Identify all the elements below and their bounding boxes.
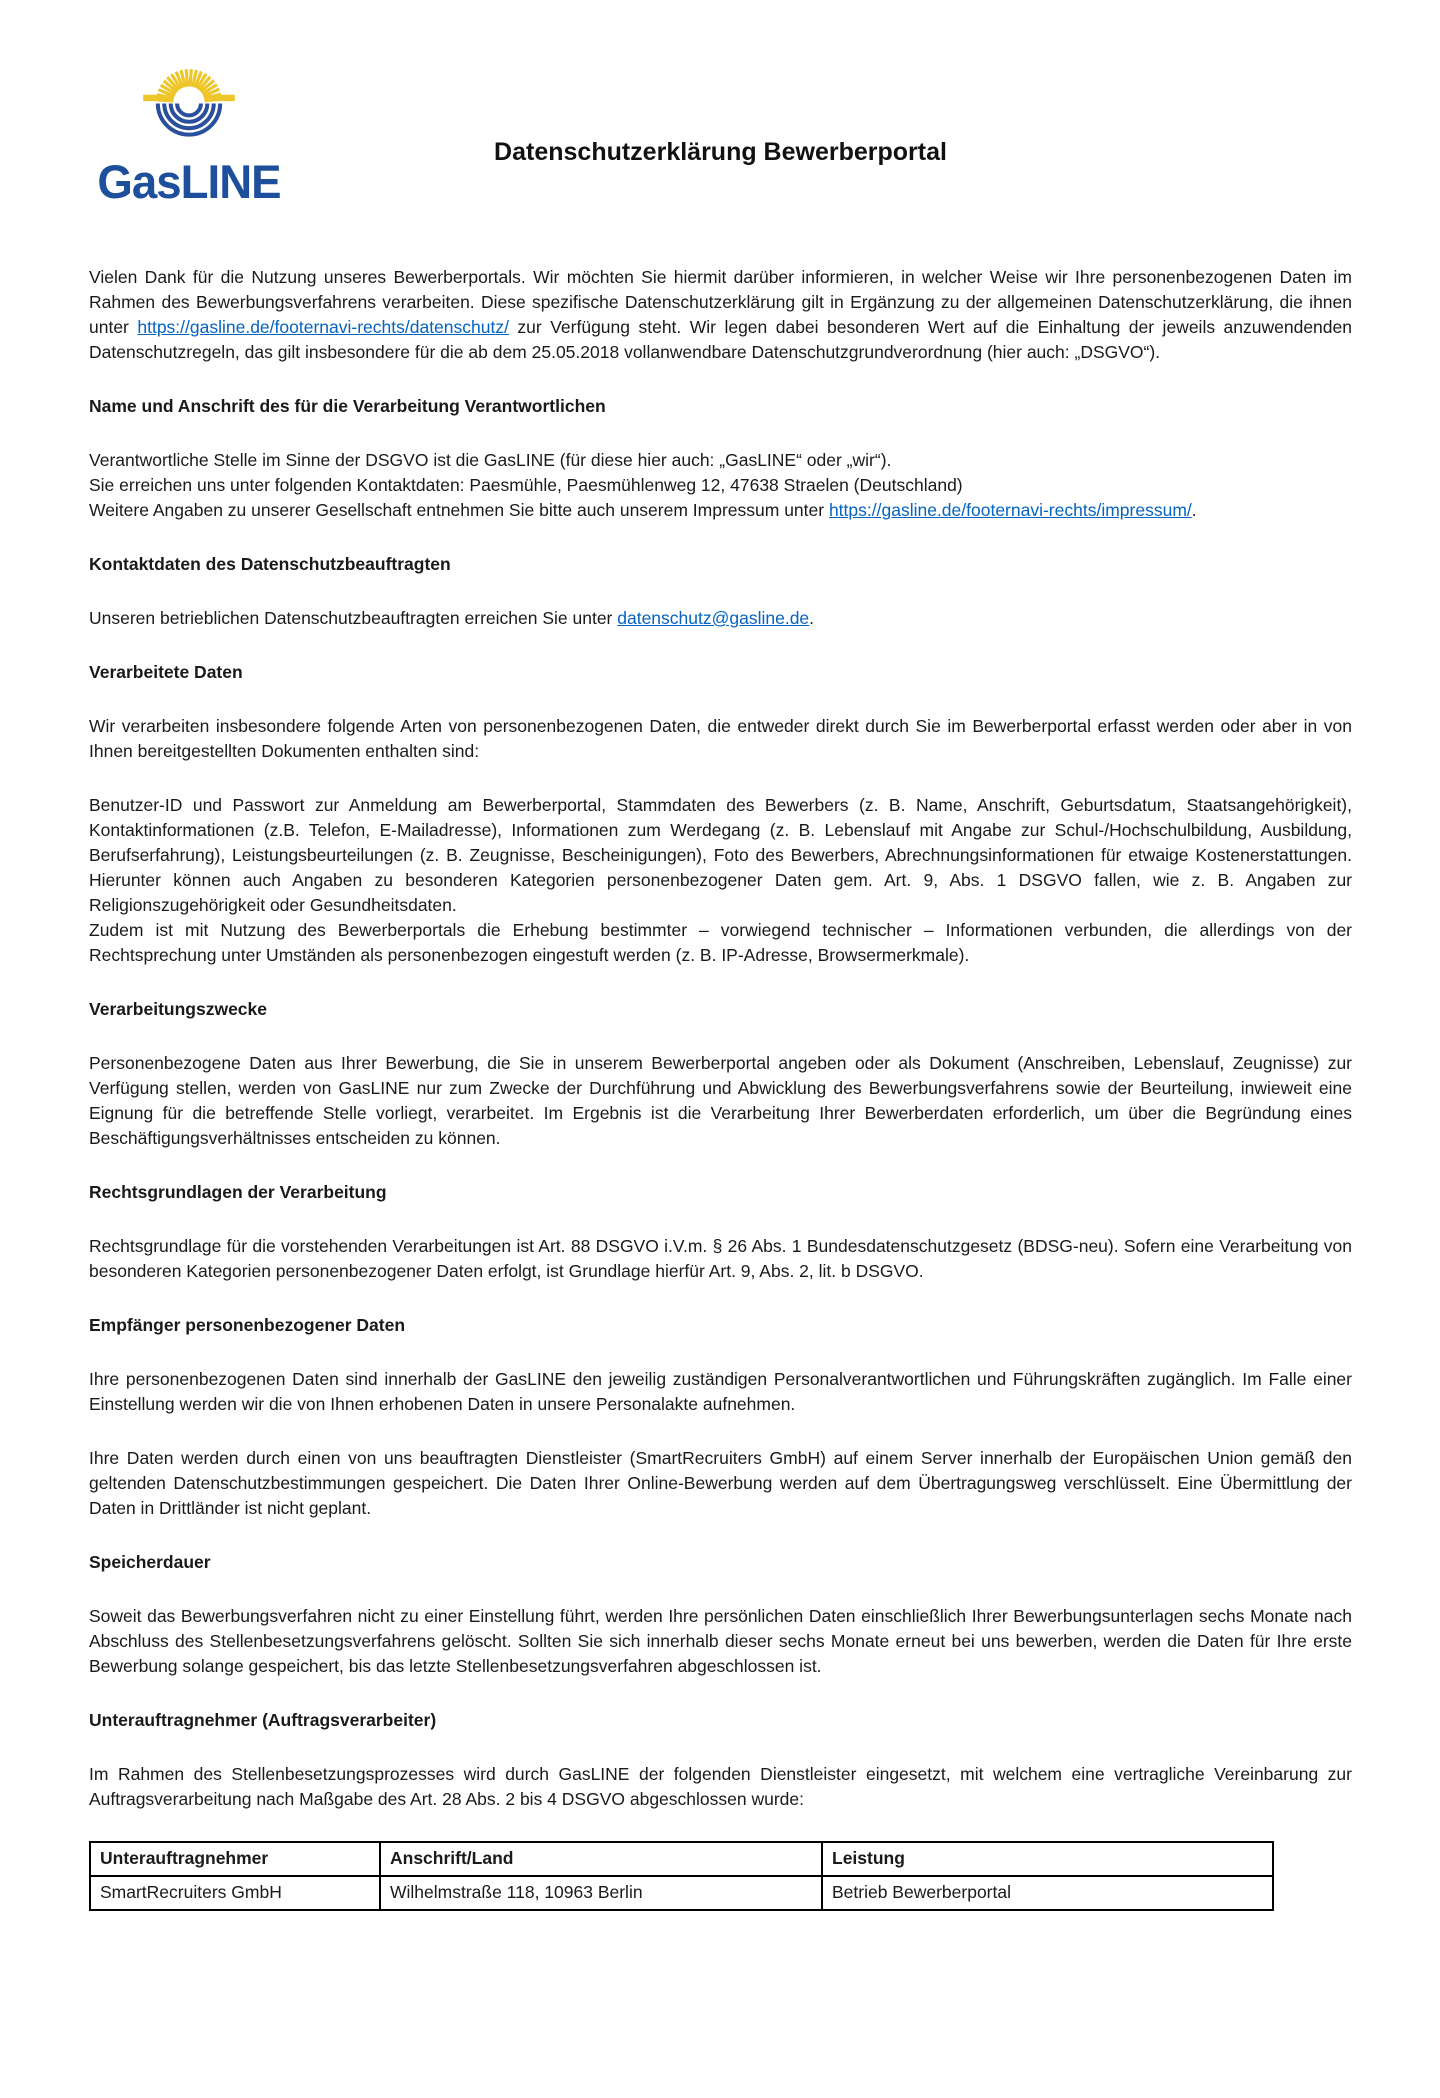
daten-paragraph-2b: Zudem ist mit Nutzung des Bewerberportals die Erhebung bestimmter – vorwiegend technischer – Informationen verbunden, die allerdings von der Rechtsprechung unter Umständen als personenbezogen eingestuft werden (z. B. IP-Adresse, Browsermerkmale). xyxy=(89,920,1352,965)
section-heading-zwecke: Verarbeitungszwecke xyxy=(89,999,267,1019)
document-body xyxy=(89,265,1352,1911)
section-heading-kontakt: Kontaktdaten des Datenschutzbeauftragten xyxy=(89,554,451,574)
document-header xyxy=(89,0,1352,265)
verantwortlicher-line-2: Sie erreichen uns unter folgenden Kontaktdaten: Paesmühle, Paesmühlenweg 12, 47638 Straelen (Deutschland) xyxy=(89,475,963,495)
table-header-anschrift-land: Anschrift/Land xyxy=(380,1842,822,1876)
rechtsgrundlagen-paragraph: Rechtsgrundlage für die vorstehenden Verarbeitungen ist Art. 88 DSGVO i.V.m. § 26 Abs. 1 Bundesdatenschutzgesetz (BDSG-neu). Sofern eine Verarbeitung von besonderen Kategorien personenbezogener Daten erfolgt, ist Grundlage hierfür Art. 9, Abs. 2, lit. b DSGVO. xyxy=(89,1236,1352,1281)
kontakt-text-post: . xyxy=(809,608,815,628)
section-heading-speicherdauer: Speicherdauer xyxy=(89,1552,211,1572)
section-verantwortlicher xyxy=(89,394,1352,523)
gasline-logo xyxy=(89,40,289,209)
section-rechtsgrundlagen xyxy=(89,1180,1352,1284)
processor-table xyxy=(89,1841,1274,1911)
datenschutz-email-link[interactable]: datenschutz@gasline.de xyxy=(617,608,810,628)
table-header-unterauftragnehmer: Unterauftragnehmer xyxy=(90,1842,380,1876)
verantwortlicher-paragraph xyxy=(89,448,1352,523)
kontakt-text-pre: Unseren betrieblichen Datenschutzbeauftragten erreichen Sie unter xyxy=(89,608,618,628)
unterauftragnehmer-paragraph: Im Rahmen des Stellenbesetzungsprozesses wird durch GasLINE der folgenden Dienstleister eingesetzt, mit welchem eine vertragliche Vereinbarung zur Auftragsverarbeitung nach Maßgabe des Art. 28 Abs. 2 bis 4 DSGVO abgeschlossen wurde: xyxy=(89,1764,1352,1809)
section-heading-daten: Verarbeitete Daten xyxy=(89,662,243,682)
verantwortlicher-line-3-post: . xyxy=(1191,500,1197,520)
kontakt-paragraph xyxy=(89,606,1352,631)
table-cell-unterauftragnehmer: SmartRecruiters GmbH xyxy=(90,1876,380,1910)
processor-table-header-row xyxy=(90,1842,1273,1876)
intro-text-post: zur Verfügung steht. Wir legen dabei besonderen Wert auf die Einhaltung der jeweils anzuwendenden Datenschutzregeln, das gilt insbesondere für die ab dem 25.05.2018 vollanwendbare Datenschutzgrundverordnung (hier auch: „DSGVO“). xyxy=(89,317,1352,362)
table-header-leistung: Leistung xyxy=(822,1842,1273,1876)
intro-paragraph xyxy=(89,265,1352,365)
page-title: Datenschutzerklärung Bewerberportal xyxy=(494,138,947,166)
impressum-link[interactable]: https://gasline.de/footernavi-rechts/impressum/ xyxy=(828,500,1192,520)
intro-text-pre: Vielen Dank für die Nutzung unseres Bewerberportals. Wir möchten Sie hiermit darüber informieren, in welcher Weise wir Ihre personenbezogenen Daten im Rahmen des Bewerbungsverfahrens verarbeiten. Diese spezifische Datenschutzerklärung gilt in Ergänzung zu der allgemeinen Datenschutzerklärung, die ihnen unter xyxy=(89,267,1352,337)
empfaenger-paragraph-1: Ihre personenbezogenen Daten sind innerhalb der GasLINE den jeweilig zuständigen Personalverantwortlichen und Führungskräften zugänglich. Im Falle einer Einstellung werden wir die von Ihnen erhobenen Daten in unsere Personalakte aufnehmen. xyxy=(89,1369,1352,1414)
section-verarbeitungszwecke xyxy=(89,997,1352,1151)
verantwortlicher-line-3: Weitere Angaben zu unserer Gesellschaft entnehmen Sie bitte auch unserem Impressum unter xyxy=(89,500,829,520)
section-heading-verantwortlicher: Name und Anschrift des für die Verarbeitung Verantwortlichen xyxy=(89,396,606,416)
section-heading-rechtsgrundlagen: Rechtsgrundlagen der Verarbeitung xyxy=(89,1182,387,1202)
table-cell-anschrift-land: Wilhelmstraße 118, 10963 Berlin xyxy=(380,1876,822,1910)
section-speicherdauer xyxy=(89,1550,1352,1679)
section-empfaenger xyxy=(89,1313,1352,1521)
section-kontakt xyxy=(89,552,1352,631)
datenschutz-general-link[interactable]: https://gasline.de/footernavi-rechts/datenschutz/ xyxy=(137,317,509,337)
table-cell-leistung: Betrieb Bewerberportal xyxy=(822,1876,1273,1910)
table-row xyxy=(90,1876,1273,1910)
daten-paragraph-2a: Benutzer-ID und Passwort zur Anmeldung am Bewerberportal, Stammdaten des Bewerbers (z. B. Name, Anschrift, Geburtsdatum, Staatsangehörigkeit), Kontaktinformationen (z.B. Telefon, E-Mailadresse), Informationen zum Werdegang (z. B. Lebenslauf mit Angabe zur Schul-/Hochschulbildung, Ausbildung, Berufserfahrung), Leistungsbeurteilungen (z. B. Zeugnisse, Bescheinigungen), Foto des Bewerbers, Abrechnungsinformationen für etwaige Kostenerstattungen. Hierunter können auch Angaben zu besonderen Kategorien personenbezogener Daten gem. Art. 9, Abs. 1 DSGVO fallen, wie z. B. Angaben zur Religionszugehörigkeit oder Gesundheitsdaten. xyxy=(89,795,1352,915)
section-heading-unterauftragnehmer: Unterauftragnehmer (Auftragsverarbeiter) xyxy=(89,1710,437,1730)
section-unterauftragnehmer xyxy=(89,1708,1352,1911)
speicherdauer-paragraph: Soweit das Bewerbungsverfahren nicht zu einer Einstellung führt, werden Ihre persönlichen Daten einschließlich Ihrer Bewerbungsunterlagen sechs Monate nach Abschluss des Stellenbesetzungsverfahrens gelöscht. Sollten Sie sich innerhalb dieser sechs Monate erneut bei uns bewerben, werden die Daten für Ihre erste Bewerbung solange gespeichert, bis das letzte Stellenbesetzungsverfahren abgeschlossen ist. xyxy=(89,1606,1352,1676)
daten-paragraph-1: Wir verarbeiten insbesondere folgende Arten von personenbezogenen Daten, die entweder direkt durch Sie im Bewerberportal erfasst werden oder aber in von Ihnen bereitgestellten Dokumenten enthalten sind: xyxy=(89,716,1352,761)
section-heading-empfaenger: Empfänger personenbezogener Daten xyxy=(89,1315,406,1335)
section-verarbeitete-daten xyxy=(89,660,1352,968)
zwecke-paragraph: Personenbezogene Daten aus Ihrer Bewerbung, die Sie in unserem Bewerberportal angeben oder als Dokument (Anschreiben, Lebenslauf, Zeugnisse) zur Verfügung stellen, werden von GasLINE nur zum Zwecke der Durchführung und Abwicklung des Bewerbungsverfahrens sowie der Beurteilung, inwieweit eine Eignung für die betreffende Stelle vorliegt, verarbeitet. Im Ergebnis ist die Verarbeitung Ihrer Bewerberdaten erforderlich, um über die Begründung eines Beschäftigungsverhältnisses entscheiden zu können. xyxy=(89,1053,1352,1148)
gasline-wordmark: GasLINE xyxy=(97,155,281,208)
verantwortlicher-line-1: Verantwortliche Stelle im Sinne der DSGVO ist die GasLINE (für diese hier auch: „GasLINE“ oder „wir“). xyxy=(89,450,892,470)
daten-paragraph-2 xyxy=(89,793,1352,968)
empfaenger-paragraph-2: Ihre Daten werden durch einen von uns beauftragten Dienstleister (SmartRecruiters GmbH) auf einem Server innerhalb der Europäischen Union gemäß den geltenden Datenschutzbestimmungen gespeichert. Die Daten Ihrer Online-Bewerbung werden auf dem Übertragungsweg verschlüsselt. Eine Übermittlung der Daten in Drittländer ist nicht geplant. xyxy=(89,1448,1352,1518)
